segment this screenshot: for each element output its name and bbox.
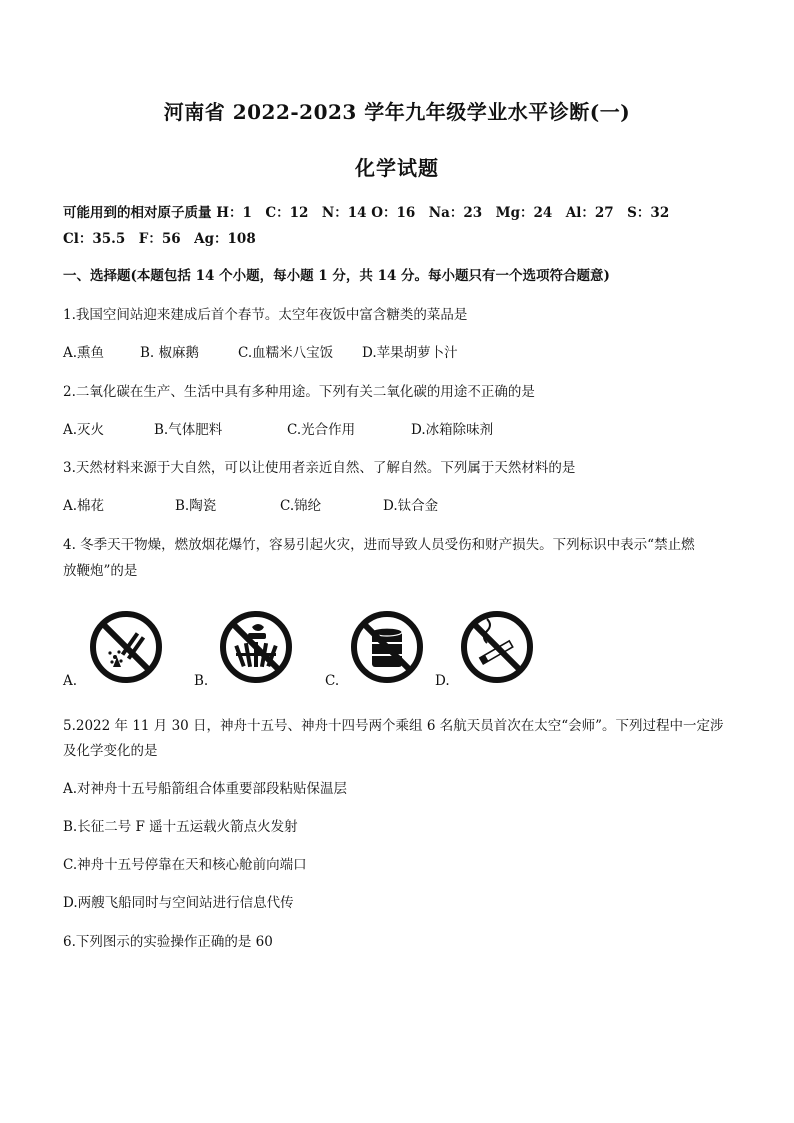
question-1-option-c: C.血糯米八宝饭 (238, 345, 334, 361)
question-5-stem-line-1: 5.2022 年 11 月 30 日，神舟十五号、神舟十四号两个乘组 6 名航天员首次在太空“会师”。下列过程中一定涉 (63, 718, 724, 734)
atomic-mass-line-1: 可能用到的相对原子质量 H：1 C：12 N：14 O：16 Na：23 Mg：24 Al：27 S：32 (63, 205, 670, 221)
exam-subtitle: 化学试题 (355, 156, 439, 180)
question-5-stem-line-2: 及化学变化的是 (63, 743, 158, 759)
question-1-option-a: A.熏鱼 (63, 345, 105, 361)
question-3-option-c: C.锦纶 (280, 498, 322, 514)
question-1-option-d: D.苹果胡萝卜汁 (362, 345, 458, 361)
question-4-option-d: D. (435, 673, 450, 689)
question-2-option-c: C.光合作用 (287, 422, 356, 438)
no-smoking-icon (459, 609, 535, 685)
question-6-stem: 6.下列图示的实验操作正确的是 60 (63, 934, 273, 950)
question-4-stem-line-2: 放鞭炮”的是 (63, 563, 138, 579)
question-5-option-d: D.两艘飞船同时与空间站进行信息代传 (63, 895, 294, 911)
exam-title: 河南省 2022-2023 学年九年级学业水平诊断(一) (163, 100, 631, 124)
no-flammable-barrel-icon (349, 609, 425, 685)
question-1-stem: 1.我国空间站迎来建成后首个春节。太空年夜饭中富含糖类的菜品是 (63, 307, 468, 323)
question-4-option-b: B. (194, 673, 209, 689)
question-2-option-b: B.气体肥料 (154, 422, 223, 438)
question-3-option-d: D.钛合金 (383, 498, 439, 514)
no-firecracker-icon (218, 609, 294, 685)
atomic-mass-line-2: Cl：35.5 F：56 Ag：108 (63, 231, 256, 247)
question-5-option-b: B.长征二号 F 遥十五运载火箭点火发射 (63, 819, 298, 835)
question-1-option-b: B. 椒麻鹅 (140, 345, 200, 361)
question-2-option-d: D.冰箱除味剂 (411, 422, 494, 438)
question-3-option-b: B.陶瓷 (175, 498, 217, 514)
question-3-option-a: A.棉花 (63, 498, 105, 514)
question-2-option-a: A.灭火 (63, 422, 105, 438)
question-5-option-a: A.对神舟十五号船箭组合体重要部段粘贴保温层 (63, 781, 348, 797)
question-4-option-c: C. (325, 673, 340, 689)
section-heading: 一、选择题(本题包括 14 个小题，每小题 1 分，共 14 分。每小题只有一个选项符合题意) (63, 268, 610, 284)
question-3-stem: 3.天然材料来源于大自然，可以让使用者亲近自然、了解自然。下列属于天然材料的是 (63, 460, 576, 476)
question-4-stem-line-1: 4. 冬季天干物燥，燃放烟花爆竹，容易引起火灾，进而导致人员受伤和财产损失。下列标识中表示“禁止燃 (63, 537, 695, 553)
question-2-stem: 2.二氧化碳在生产、生活中具有多种用途。下列有关二氧化碳的用途不正确的是 (63, 384, 535, 400)
question-4-option-a: A. (63, 673, 78, 689)
no-fireworks-icon (88, 609, 164, 685)
question-5-option-c: C.神舟十五号停靠在天和核心舱前向端口 (63, 857, 307, 873)
